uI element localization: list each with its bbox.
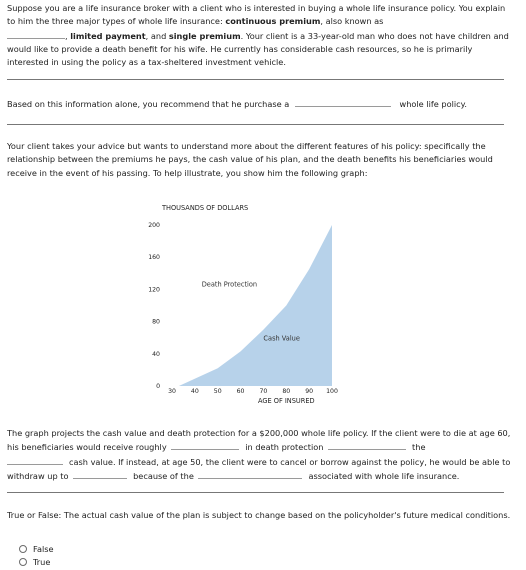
intro-text: ,: [65, 30, 71, 41]
graph-intro-paragraph: Your client takes your advice but wants to understand more about the different features of his policy: specifically the relationship between the premiums he pays, the cash value of his plan, and the death benefits his beneficiaries would receive in the event of his passing. To help illustrate, you show him the following graph:: [7, 141, 493, 178]
x-axis-label: AGE OF INSURED: [258, 397, 315, 405]
y-tick-label: 80: [152, 318, 160, 326]
x-tick-label: 70: [259, 388, 268, 395]
y-axis-label: THOUSANDS OF DOLLARS: [162, 204, 249, 212]
radio-button[interactable]: [19, 558, 27, 566]
y-tick-label: 40: [152, 350, 160, 358]
recommend-text: Based on this information alone, you recommend that he purchase a: [7, 99, 290, 109]
intro-paragraph: [7, 2, 512, 69]
divider: [7, 492, 504, 493]
y-tick-label: 200: [148, 222, 160, 229]
recommend-sentence: [7, 97, 512, 111]
x-tick-label: 80: [282, 388, 291, 395]
projection-text: associated with whole life insurance.: [308, 470, 460, 481]
x-tick-label: 100: [326, 388, 338, 395]
projection-text: The graph projects the cash value and death protection for a $200,000 whole life policy. If the client were to die at age 60, his beneficiaries would receive roughly: [7, 428, 511, 453]
term-limited-payment: limited payment: [70, 30, 146, 41]
blank-continuous-alias[interactable]: [7, 29, 65, 39]
x-tick-label: 60: [236, 388, 245, 395]
blank-policy-type[interactable]: [295, 97, 391, 107]
blank-feature[interactable]: [198, 469, 302, 479]
intro-text: Suppose you are a life insurance broker with a client who is interested in buying a whole life insurance policy. You explain to him the three major types of whole life insurance:: [7, 3, 506, 27]
y-tick-label: 160: [148, 254, 160, 262]
term-continuous-premium: continuous premium: [225, 16, 321, 27]
radio-option-false[interactable]: [19, 543, 54, 555]
radio-label: True: [33, 557, 51, 567]
recommend-text: whole life policy.: [399, 99, 467, 109]
x-tick-label: 90: [305, 388, 314, 395]
projection-text: cash value. If instead, at age 50, the client were to cancel or borrow against the policy, he would be able to withdraw up to: [7, 456, 511, 481]
projection-paragraph: [7, 427, 512, 483]
cash-value-chart: [140, 200, 360, 415]
series-label-death-protection: Death Protection: [201, 280, 258, 289]
x-tick-label: 50: [213, 388, 222, 395]
blank-withdraw-amount[interactable]: [73, 469, 127, 479]
radio-option-true[interactable]: [19, 556, 50, 568]
blank-cash-value-qualifier[interactable]: [7, 455, 63, 465]
cash-value-area: [179, 225, 332, 386]
intro-text: , also known as: [320, 16, 384, 27]
blank-death-protection-amount[interactable]: [171, 440, 239, 450]
intro-text: . Your client is a 33-year-old man who does not have children and would like to provide a death benefit for his wife. He currently has considerable cash resources, so he is primarily interested in using the policy as a tax-sheltered investment vehicle.: [7, 30, 509, 68]
series-label-cash-value: Cash Value: [263, 334, 300, 343]
projection-text: the: [412, 442, 426, 453]
blank-cash-value-comparison[interactable]: [328, 440, 406, 450]
radio-label: False: [33, 544, 54, 554]
x-tick-label: 30: [168, 388, 176, 395]
intro-text: , and: [145, 30, 169, 41]
x-tick-label: 40: [190, 388, 199, 395]
tf-question: True or False: The actual cash value of the plan is subject to change based on the policyholder's future medical conditions.: [7, 510, 511, 520]
projection-text: in death protection: [245, 442, 324, 453]
y-tick-label: 120: [148, 286, 160, 294]
term-single-premium: single premium: [168, 30, 241, 41]
projection-text: because of the: [133, 470, 194, 481]
radio-button[interactable]: [19, 545, 27, 553]
y-tick-label: 0: [156, 383, 160, 390]
divider: [7, 79, 504, 80]
divider: [7, 124, 504, 125]
